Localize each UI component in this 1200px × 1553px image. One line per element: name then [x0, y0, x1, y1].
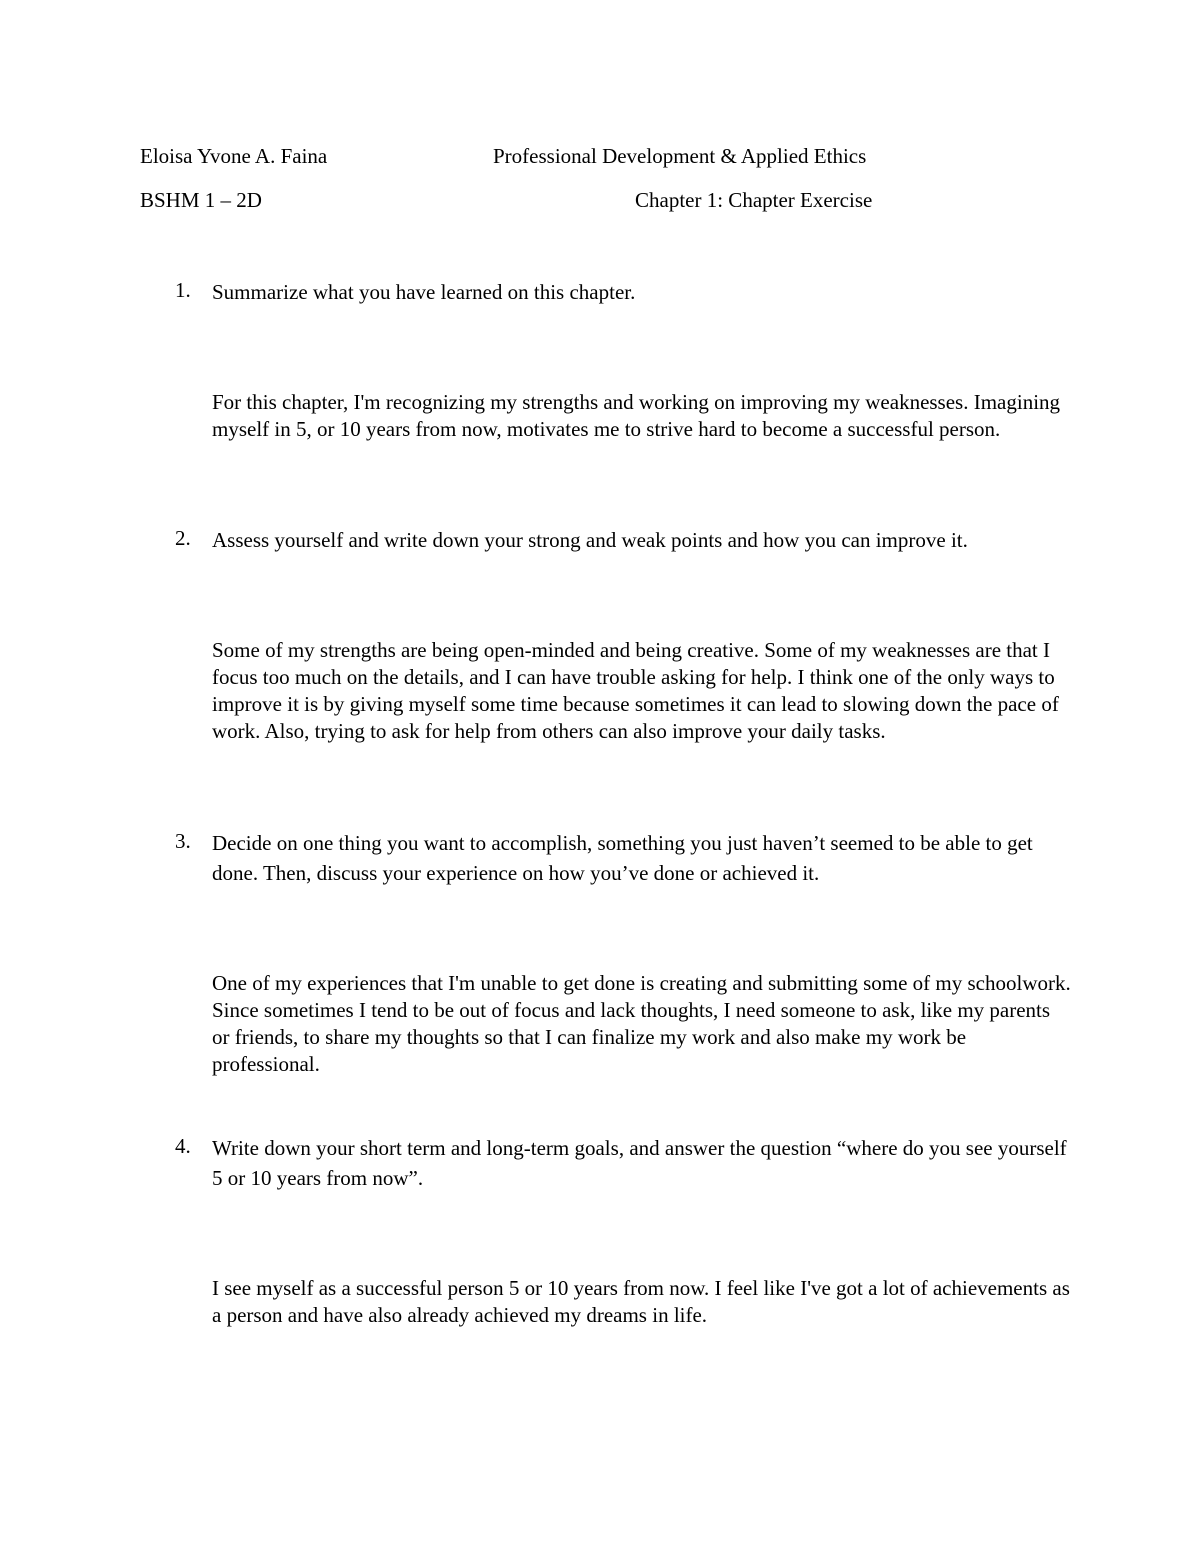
chapter-title: Chapter 1: Chapter Exercise: [635, 188, 873, 212]
question-text: Assess yourself and write down your strong and weak points and how you can improve it.: [212, 528, 968, 552]
question-number: 4.: [175, 1134, 191, 1158]
answer-3: One of my experiences that I'm unable to get done is creating and submitting some of my schoolwork. Since sometimes I tend to be out of focus and lack thoughts, I need someone to ask, like my parents or friends, to share my thoughts so that I can finalize my work and also make my work be professional.: [212, 971, 1071, 1076]
question-number: 1.: [175, 278, 191, 302]
answer-1: For this chapter, I'm recognizing my strengths and working on improving my weaknesses. Imagining myself in 5, or 10 years from now, motivates me to strive hard to become a successful person.: [212, 390, 1061, 441]
question-number: 3.: [175, 829, 191, 853]
question-text: Summarize what you have learned on this chapter.: [212, 280, 636, 304]
question-number: 2.: [175, 526, 191, 550]
student-name: Eloisa Yvone A. Faina: [140, 144, 328, 168]
question-text: Write down your short term and long-term goals, and answer the question “where do you see yourself 5 or 10 years from now”.: [212, 1136, 1067, 1190]
course-title: Professional Development & Applied Ethics: [493, 144, 867, 168]
answer-4: I see myself as a successful person 5 or 10 years from now. I feel like I've got a lot of achievements as a person and have also already achieved my dreams in life.: [212, 1276, 1070, 1327]
student-section: BSHM 1 – 2D: [140, 188, 262, 212]
answer-2: Some of my strengths are being open-minded and being creative. Some of my weaknesses are that I focus too much on the details, and I can have trouble asking for help. I think one of the only ways to improve it is by giving myself some time because sometimes it can lead to slowing down the pace of work. Also, trying to ask for help from others can also improve your daily tasks.: [212, 638, 1059, 743]
question-text: Decide on one thing you want to accomplish, something you just haven’t seemed to be able to get done. Then, discuss your experience on how you’ve done or achieved it.: [212, 831, 1033, 885]
